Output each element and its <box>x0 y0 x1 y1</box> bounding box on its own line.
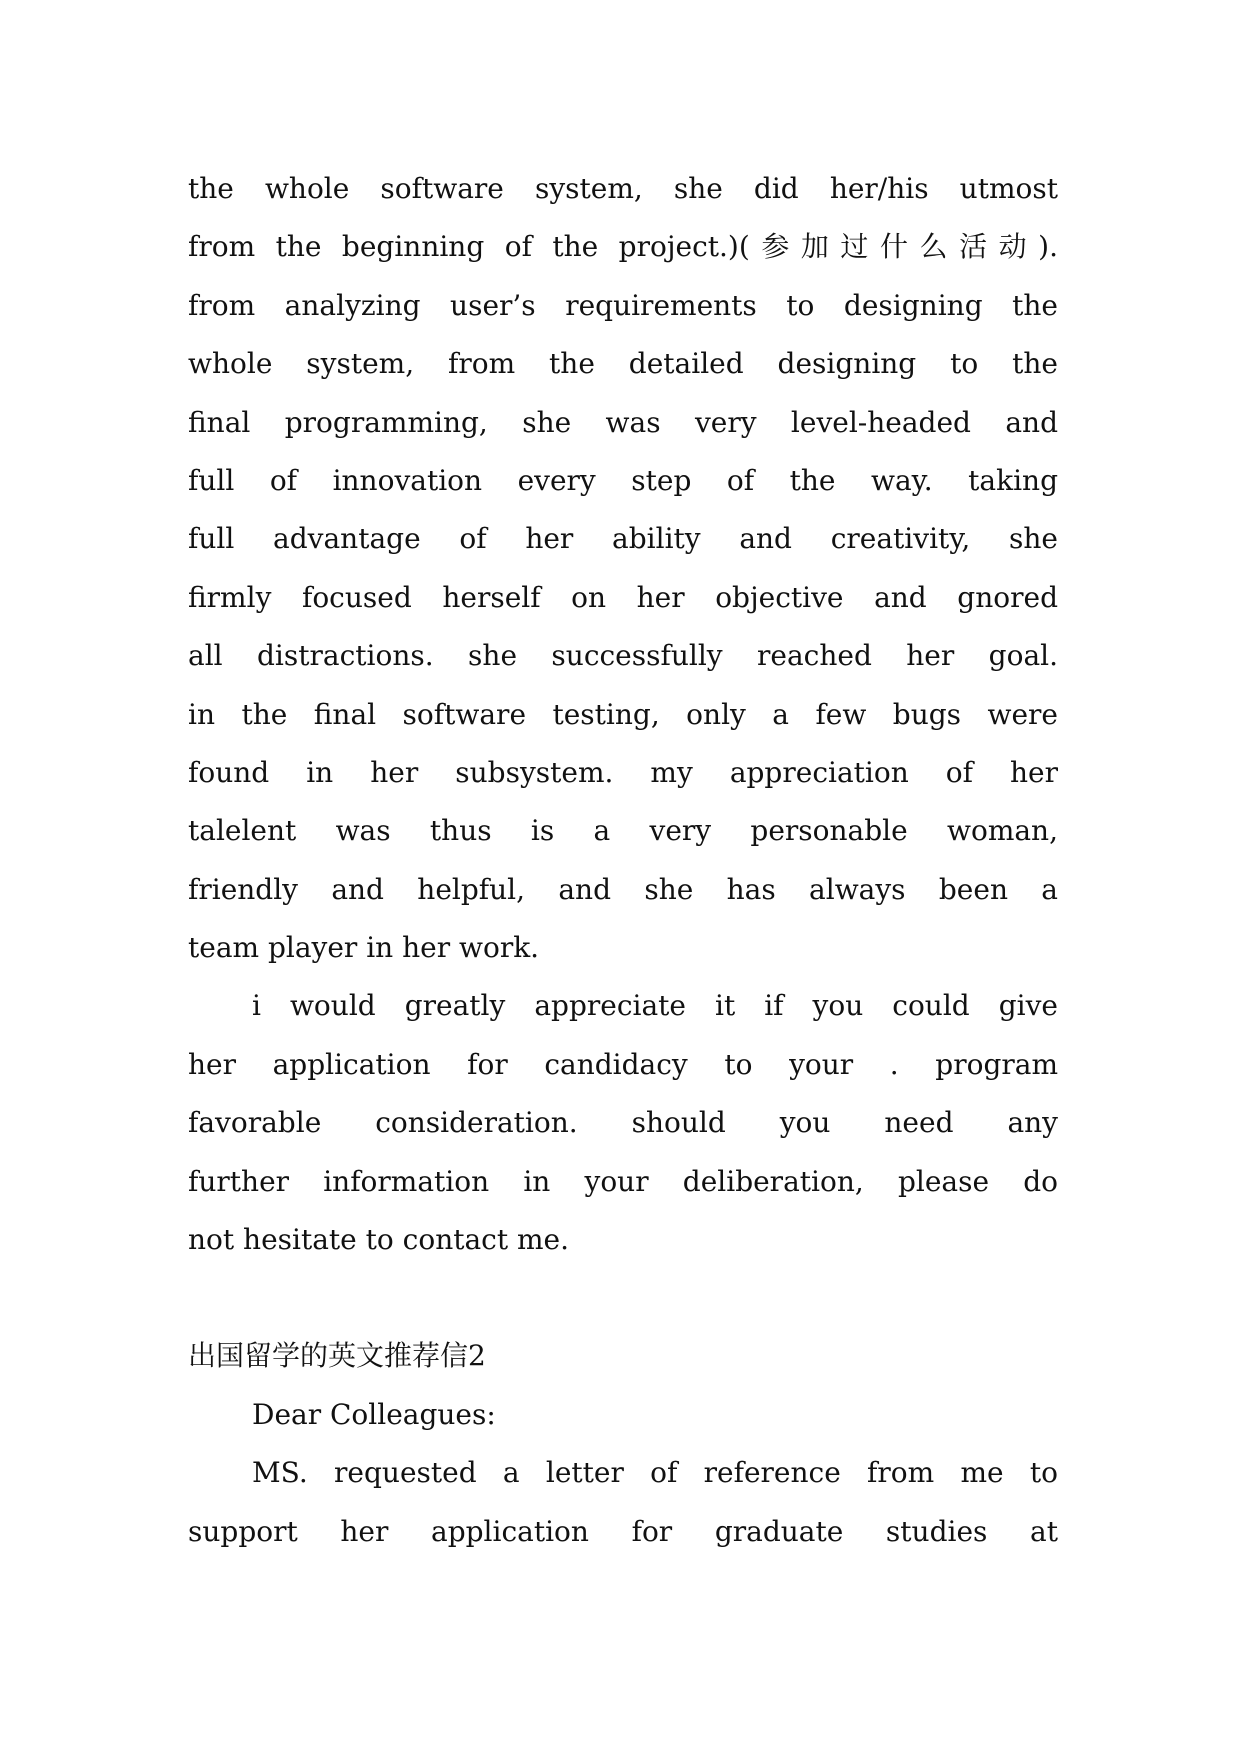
text-line: team player in her work. <box>188 931 540 965</box>
text-line: further information in your deliberation, please do <box>188 1164 1058 1198</box>
text-line: from the beginning of the project.)(参加过什么活动). <box>188 230 1058 264</box>
text-line: all distractions. she successfully reached her goal. <box>188 639 1058 673</box>
text-line: MS. requested a letter of reference from me to <box>252 1456 1058 1490</box>
section-spacer <box>188 1269 1058 1327</box>
text-line: talelent was thus is a very personable woman, <box>188 814 1058 848</box>
salutation: Dear Colleagues: <box>252 1397 496 1431</box>
text-line: whole system, from the detailed designing to the <box>188 347 1058 381</box>
text-line: her application for candidacy to your . program <box>188 1047 1058 1081</box>
text-line: final programming, she was very level-headed and <box>188 405 1058 439</box>
text-line: not hesitate to contact me. <box>188 1223 570 1257</box>
text-line: favorable consideration. should you need any <box>188 1106 1058 1140</box>
text-line: found in her subsystem. my appreciation of her <box>188 755 1058 789</box>
section-2 <box>188 1327 1058 1561</box>
closing-paragraph <box>188 977 1058 1269</box>
text-line: friendly and helpful, and she has always been a <box>188 872 1058 906</box>
text-line: in the final software testing, only a few bugs were <box>188 697 1058 731</box>
text-line: from analyzing user’s requirements to designing the <box>188 288 1058 322</box>
section-heading: 出国留学的英文推荐信2 <box>188 1339 486 1373</box>
text-line: full advantage of her ability and creativity, she <box>188 522 1058 556</box>
text-line: full of innovation every step of the way. taking <box>188 463 1058 497</box>
text-line: firmly focused herself on her objective and gnored <box>188 580 1058 614</box>
text-line: the whole software system, she did her/his utmost <box>188 172 1058 205</box>
text-line: support her application for graduate studies at <box>188 1514 1058 1548</box>
text-line: i would greatly appreciate it if you could give <box>252 989 1058 1023</box>
document-page <box>188 160 1058 1561</box>
body-paragraph <box>188 160 1058 977</box>
